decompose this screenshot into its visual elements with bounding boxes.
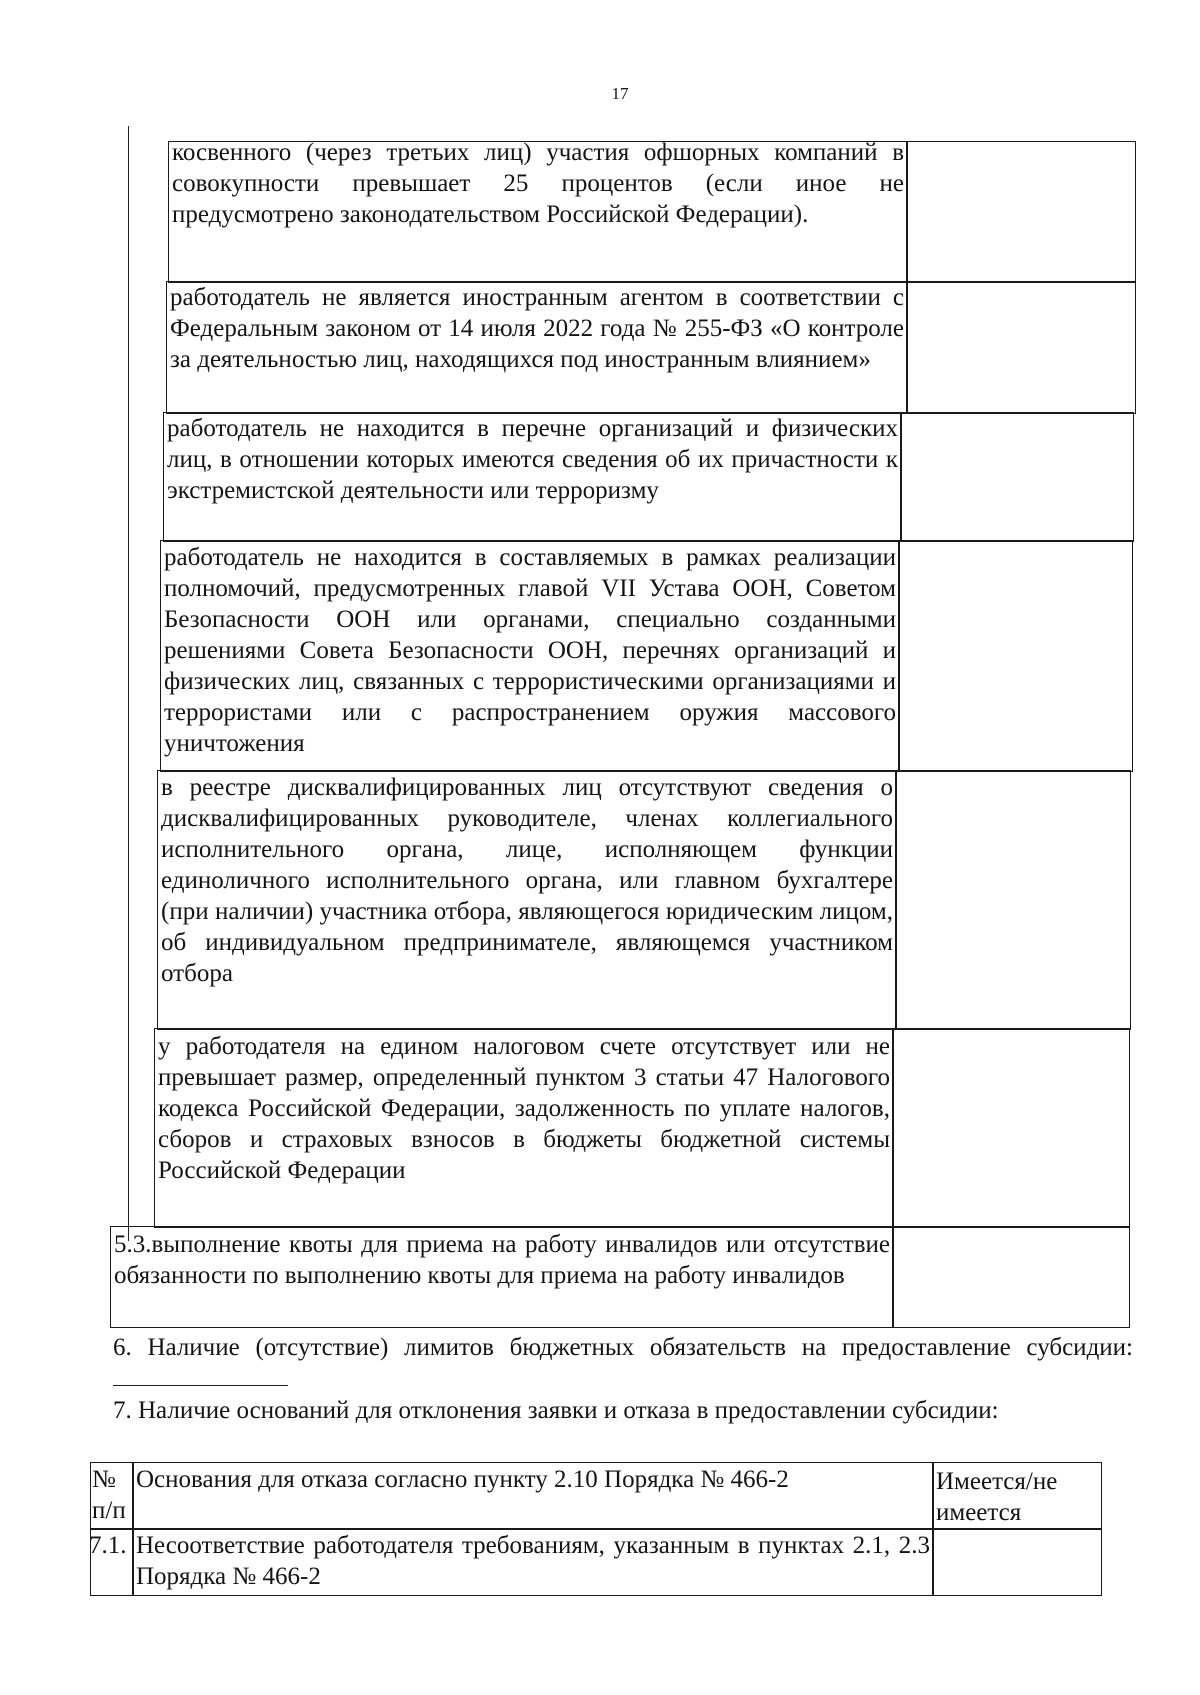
criteria-row-text: косвенного (через третьих лиц) участия офшорных компаний в совокупности превышает 25 процентов (если иное не предусмотрено законодательством Российской Федерации). — [172, 139, 904, 228]
section-6-paragraph — [113, 1332, 1133, 1394]
criteria-mark-cell[interactable] — [892, 1226, 1130, 1328]
header-num: № п/п — [92, 1466, 126, 1524]
criteria-mark-cell[interactable] — [892, 1028, 1130, 1228]
row-status-cell[interactable] — [932, 1528, 1102, 1596]
criteria-row-text: работодатель не является иностранным агентом в соответствии с Федеральным законом от 14 июля 2022 года № 255-ФЗ «О контроле за деятельностью лиц, находящихся под иностранным влиянием» — [170, 284, 904, 373]
criteria-row-text: работодатель не находится в составляемых в рамках реализации полномочий, предусмотренных главой VII Устава ООН, Советом Безопасности ООН или органами, специально созданными решениями Совета Безопасности ООН, перечнях организаций и физических лиц, связанных с террористическими организациями и террористами или с распространением оружия массового уничтожения — [164, 544, 896, 757]
section-6-text: 6. Наличие (отсутствие) лимитов бюджетных обязательств на предоставление субсидии: — [113, 1334, 1133, 1361]
criteria-mark-cell[interactable] — [898, 540, 1133, 772]
section-7-paragraph: 7. Наличие оснований для отклонения заявки и отказа в предоставлении субсидии: — [113, 1397, 999, 1424]
criteria-mark-cell[interactable] — [906, 281, 1136, 414]
budget-limits-answer-field[interactable] — [113, 1363, 288, 1386]
criteria-row-text: у работодателя на едином налоговом счете отсутствует или не превышает размер, определенный пунктом 3 статьи 47 Налогового кодекса Российской Федерации, задолженность по уплате налогов, сборов и страховых взносов в бюджеты бюджетной системы Российской Федерации — [158, 1033, 890, 1184]
criteria-row-text: в реестре дисквалифицированных лиц отсутствуют сведения о дисквалифицированных руководителе, членах коллегиального исполнительного органа, лице, исполняющем функции единоличного исполнительного органа, или главном бухгалтере (при наличии) участника отбора, являющегося юридическим лицом, об индивидуальном предпринимателе, являющемся участником отбора — [161, 774, 893, 987]
left-margin-rule — [128, 126, 129, 1241]
row-basis: Несоответствие работодателя требованиям, указанным в пунктах 2.1, 2.3 Порядка № 466-2 — [136, 1532, 930, 1590]
criteria-row-text: работодатель не находится в перечне организаций и физических лиц, в отношении которых имеются сведения об их причастности к экстремистской деятельности или терроризму — [167, 415, 898, 504]
page-number: 17 — [611, 84, 629, 103]
criteria-mark-cell[interactable] — [895, 770, 1131, 1030]
row-num: 7.1. — [89, 1532, 127, 1559]
header-basis: Основания для отказа согласно пункту 2.10 Порядка № 466-2 — [136, 1466, 789, 1493]
criteria-mark-cell[interactable] — [906, 141, 1136, 283]
criteria-mark-cell[interactable] — [900, 412, 1134, 542]
quota-row-text: 5.3.выполнение квоты для приема на работу инвалидов или отсутствие обязанности по выполнению квоты для приема на работу инвалидов — [114, 1231, 890, 1289]
header-status: Имеется/не имеется — [936, 1468, 1058, 1526]
